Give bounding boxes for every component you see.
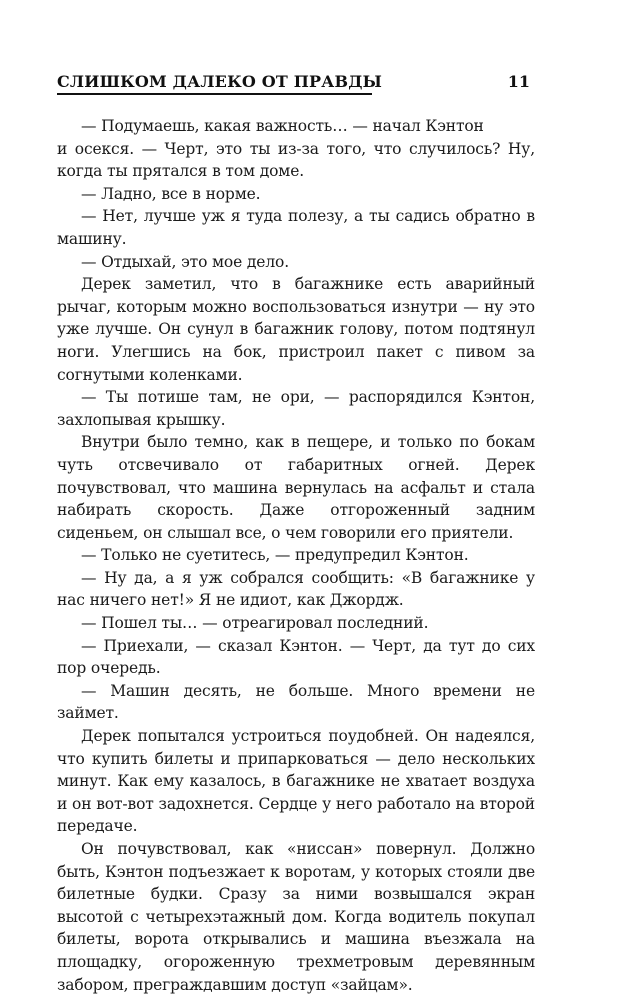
paragraph: Он почувствовал, как «ниссан» повернул. Должно быть, Кэнтон подъезжает к воротам, у которых стояли две билетные будки. Сразу за ними возвышался экран высотой с четырехэтажный дом. Когда водитель покупал билеты, ворота открывались и машина въезжала на площадку, огороженную трехметровым деревянным забором, преграждавшим доступ «зайцам».	[57, 840, 535, 994]
running-header	[57, 72, 530, 96]
page-number: 11	[507, 72, 530, 91]
paragraph: — Приехали, — сказал Кэнтон. — Черт, да тут до сих пор очередь.	[57, 636, 535, 678]
paragraph: — Только не суетитесь, — предупредил Кэнтон.	[81, 546, 469, 565]
paragraph: Дерек попытался устроиться поудобней. Он надеялся, что купить билеты и припарковаться — дело нескольких минут. Как ему казалось, в багажнике не хватает воздуха и он вот-вот задохнется. Сердце у него работало на второй передаче.	[57, 727, 535, 836]
paragraph: — Пошел ты… — отреагировал последний.	[81, 614, 429, 633]
paragraph: — Подумаешь, какая важность… — начал Кэнтон и осекся. — Черт, это ты из-за того, что случилось? Ну, когда ты прятался в том доме.	[57, 117, 535, 181]
paragraph: — Машин десять, не больше. Много времени не займет.	[57, 681, 535, 723]
paragraph: — Ладно, все в норме.	[81, 184, 261, 203]
paragraph: — Ты потише там, не ори, — распорядился Кэнтон, захлопывая крышку.	[57, 388, 535, 429]
paragraph: — Ну да, а я уж собрался сообщить: «В багажнике у нас ничего нет!» Я не идиот, как Джордж.	[57, 568, 535, 610]
header-underline	[57, 93, 372, 95]
paragraph: — Отдыхай, это мое дело.	[81, 252, 289, 271]
paragraph: Дерек заметил, что в багажнике есть аварийный рычаг, которым можно воспользоваться изнутри — ну это уже лучше. Он сунул в багажник голову, потом подтянул ноги. Улегшись на бок, пристроил пакет с пивом за согнутыми коленками.	[57, 275, 535, 384]
running-title: СЛИШКОМ ДАЛЕКО ОТ ПРАВДЫ	[57, 72, 383, 91]
body-text	[57, 115, 535, 996]
paragraph: — Нет, лучше уж я туда полезу, а ты садись обратно в машину.	[57, 207, 535, 248]
paragraph: Внутри было темно, как в пещере, и только по бокам чуть отсвечивало от габаритных огней. Дерек почувствовал, что машина вернулась на асфальт и стала набирать скорость. Даже отгороженный задним сиденьем, он слышал все, о чем говорили его приятели.	[57, 433, 535, 542]
